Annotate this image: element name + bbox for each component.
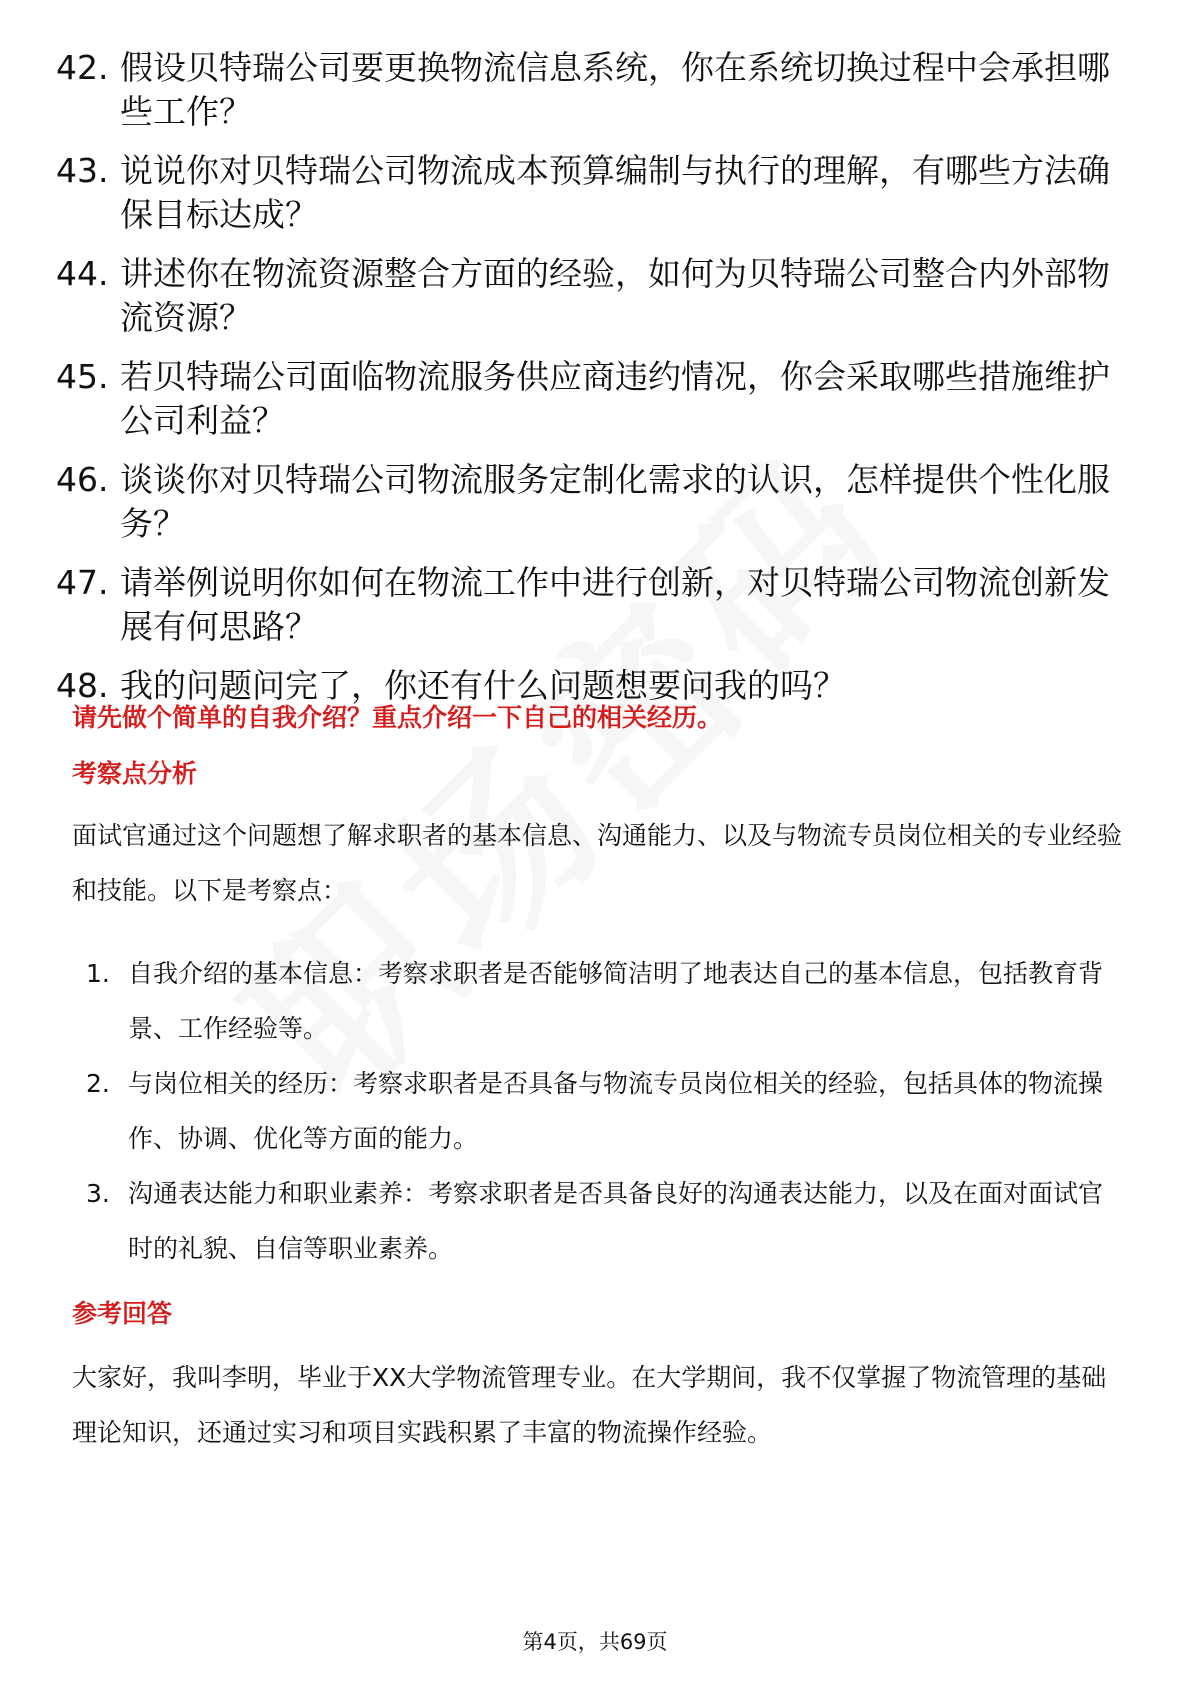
reference-heading: 参考回答 [72,1299,173,1328]
question-number: 46. [56,460,109,499]
question-number: 48. [56,666,109,705]
points-list [86,946,1126,1276]
point-text: 自我介绍的基本信息：考察求职者是否能够简洁明了地表达自己的基本信息，包括教育背景、工作经验等。 [128,959,1104,1043]
section-question-title: 请先做个简单的自我介绍？重点介绍一下自己的相关经历。 [72,703,723,732]
question-list [56,46,1136,723]
point-number: 2. [86,1069,110,1098]
question-item [56,561,1136,649]
question-item [56,252,1136,340]
question-text: 我的问题问完了，你还有什么问题想要问我的吗？ [120,666,846,705]
reference-answer: 大家好，我叫李明，毕业于XX大学物流管理专业。在大学期间，我不仅掌握了物流管理的基础理论知识，还通过实习和项目实践积累了丰富的物流操作经验。 [72,1363,1107,1447]
question-text: 说说你对贝特瑞公司物流成本预算编制与执行的理解，有哪些方法确保目标达成？ [120,151,1110,234]
question-text: 若贝特瑞公司面临物流服务供应商违约情况，你会采取哪些措施维护公司利益？ [120,357,1110,440]
point-number: 1. [86,959,110,988]
question-number: 45. [56,357,109,396]
point-item [86,1166,1126,1276]
question-number: 44. [56,254,109,293]
point-text: 与岗位相关的经历：考察求职者是否具备与物流专员岗位相关的经验，包括具体的物流操作、协调、优化等方面的能力。 [128,1069,1104,1153]
point-item [86,1056,1126,1166]
question-item [56,355,1136,443]
question-text: 谈谈你对贝特瑞公司物流服务定制化需求的认识，怎样提供个性化服务？ [120,460,1110,543]
analysis-heading: 考察点分析 [72,759,198,788]
point-number: 3. [86,1179,110,1208]
question-number: 47. [56,563,109,602]
question-item [56,46,1136,134]
question-item [56,458,1136,546]
question-text: 假设贝特瑞公司要更换物流信息系统，你在系统切换过程中会承担哪些工作？ [120,48,1110,131]
analysis-intro: 面试官通过这个问题想了解求职者的基本信息、沟通能力、以及与物流专员岗位相关的专业经验和技能。以下是考察点： [72,821,1123,905]
question-item [56,149,1136,237]
question-text: 请举例说明你如何在物流工作中进行创新，对贝特瑞公司物流创新发展有何思路？ [120,563,1110,646]
question-number: 43. [56,151,109,190]
point-text: 沟通表达能力和职业素养：考察求职者是否具备良好的沟通表达能力，以及在面对面试官时的礼貌、自信等职业素养。 [128,1179,1104,1263]
point-item [86,946,1126,1056]
question-number: 42. [56,48,109,87]
page-footer: 第4页，共69页 [522,1630,668,1654]
question-text: 讲述你在物流资源整合方面的经验，如何为贝特瑞公司整合内外部物流资源？ [120,254,1110,337]
